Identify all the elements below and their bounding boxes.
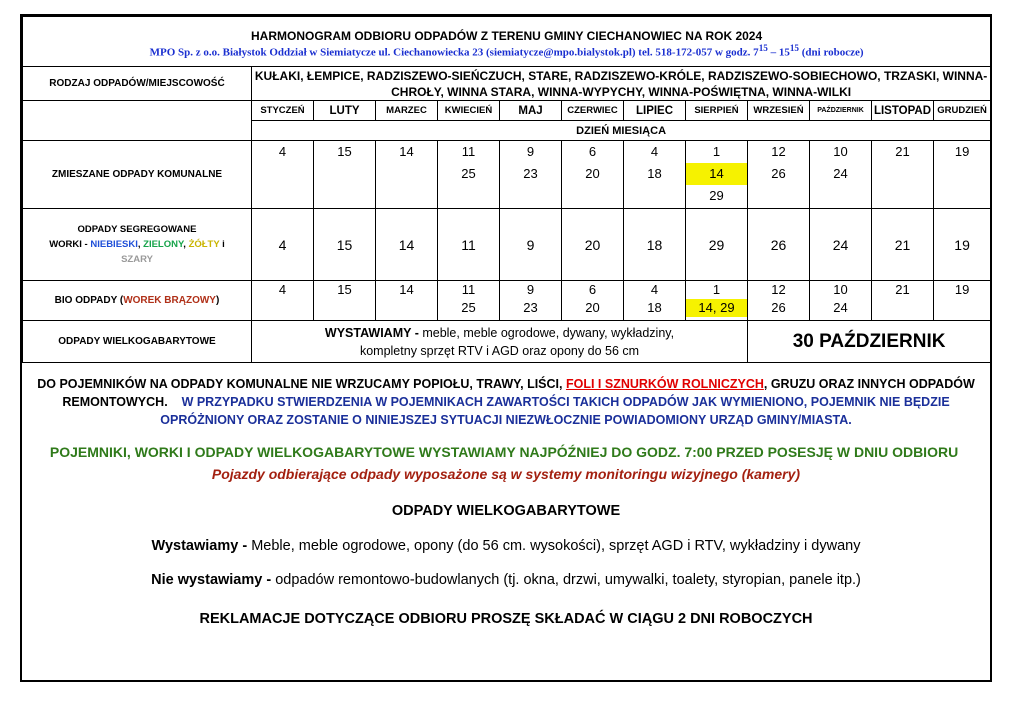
put-out-lead: Wystawiamy - bbox=[151, 538, 252, 554]
pickup-day: 26 bbox=[771, 300, 786, 315]
month-header: MAJ bbox=[500, 101, 562, 121]
pickup-day: 24 bbox=[833, 300, 848, 315]
pickup-day: 18 bbox=[624, 209, 686, 281]
bio-waste-label bbox=[23, 281, 252, 321]
bio-label-brown: WOREK BRĄZOWY bbox=[123, 295, 216, 306]
pickup-day: 20 bbox=[585, 300, 600, 315]
pickup-day-cell bbox=[810, 281, 872, 321]
contact-sup-2: 15 bbox=[789, 42, 799, 53]
pickup-day-cell bbox=[252, 281, 314, 321]
pickup-day: 19 bbox=[954, 282, 970, 297]
pickup-day: 6 bbox=[588, 144, 597, 159]
pickup-day: 15 bbox=[337, 144, 352, 159]
contact-end: (dni robocze) bbox=[799, 46, 864, 59]
bag-green: ZIELONY bbox=[143, 239, 184, 250]
pickup-day-cell bbox=[748, 281, 810, 321]
pickup-day: 4 bbox=[278, 144, 287, 159]
bulky-text-1: meble, meble ogrodowe, dywany, wykładziny, bbox=[422, 325, 675, 340]
month-header: PAŹDZIERNIK bbox=[810, 101, 872, 121]
pickup-day: 26 bbox=[748, 209, 810, 281]
put-out-text: Meble, meble ogrodowe, opony (do 56 cm. wysokości), sprzęt AGD i RTV, wykładziny i dywany bbox=[251, 538, 861, 554]
do-not-put-lead: Nie wystawiamy - bbox=[151, 572, 276, 588]
pickup-day: 14 bbox=[399, 144, 414, 159]
pickup-day: 10 bbox=[833, 282, 848, 297]
pickup-day: 24 bbox=[833, 166, 848, 181]
pickup-day: 12 bbox=[771, 144, 786, 159]
month-header: KWIECIEŃ bbox=[438, 101, 500, 121]
pickup-day: 11 bbox=[461, 282, 476, 297]
pickup-day: 10 bbox=[833, 144, 848, 159]
bulky-waste-description bbox=[252, 321, 748, 363]
month-header: LIPIEC bbox=[624, 101, 686, 121]
rules-paragraph bbox=[22, 375, 990, 429]
pickup-day: 12 bbox=[771, 282, 786, 297]
pickup-day: 14 bbox=[686, 163, 747, 185]
pickup-day-cell bbox=[934, 141, 991, 209]
pickup-day: 29 bbox=[709, 188, 724, 203]
sep-1: , bbox=[137, 239, 144, 250]
bulky-title: ODPADY WIELKOGABARYTOWE bbox=[391, 503, 621, 519]
pickup-day-cell bbox=[624, 141, 686, 209]
rules-text-blue: W PRZYPADKU STWIERDZENIA W POJEMNIKACH ZAWARTOŚCI TAKICH ODPADÓW JAK WYMIENIONO, POJEMNIK NIE BĘDZIE OPRÓŻNIONY ORAZ ZOSTANIE O NINIEJSZEJ SYTUACJI NIEZWŁOCZNIE POWIADOMIONY URZĄD GMINY/MIASTA. bbox=[160, 395, 950, 427]
page-title: HARMONOGRAM ODBIORU ODPADÓW Z TERENU GMINY CIECHANOWIEC NA ROK 2024 bbox=[251, 28, 763, 43]
pickup-day-cell bbox=[314, 281, 376, 321]
pickup-day: 14 bbox=[376, 209, 438, 281]
pickup-day: 15 bbox=[337, 282, 352, 297]
month-header: WRZESIEŃ bbox=[748, 101, 810, 121]
pickup-day: 14, 29 bbox=[686, 299, 747, 317]
pickup-day-cell bbox=[376, 141, 438, 209]
segregated-waste-label bbox=[23, 209, 252, 281]
do-not-put-line bbox=[22, 572, 990, 588]
pickup-day-cell bbox=[934, 281, 991, 321]
pickup-day-cell bbox=[810, 141, 872, 209]
month-header: LISTOPAD bbox=[872, 101, 934, 121]
pickup-day-cell bbox=[562, 141, 624, 209]
complaints-line: REKLAMACJE DOTYCZĄCE ODBIORU PROSZĘ SKŁADAĆ W CIĄGU 2 DNI ROBOCZYCH bbox=[199, 611, 813, 627]
bio-waste-row bbox=[23, 281, 991, 321]
pickup-day: 20 bbox=[562, 209, 624, 281]
pickup-day-cell bbox=[314, 141, 376, 209]
bags-lead: WORKI - bbox=[49, 239, 91, 250]
pickup-day: 6 bbox=[588, 282, 597, 297]
bulky-text-2: kompletny sprzęt RTV i AGD oraz opony do 56 cm bbox=[359, 343, 640, 358]
pickup-day-cell bbox=[562, 281, 624, 321]
mixed-waste-label: ZMIESZANE ODPADY KOMUNALNE bbox=[23, 141, 252, 209]
pickup-day: 15 bbox=[314, 209, 376, 281]
day-of-month-label: DZIEŃ MIESIĄCA bbox=[252, 121, 991, 141]
schedule-sheet bbox=[20, 14, 992, 682]
schedule-table bbox=[22, 16, 991, 363]
month-header: LUTY bbox=[314, 101, 376, 121]
pickup-day-cell bbox=[500, 281, 562, 321]
pickup-day: 9 bbox=[526, 282, 535, 297]
bag-gray: SZARY bbox=[121, 254, 153, 265]
pickup-day: 11 bbox=[438, 209, 500, 281]
pickup-day-cell bbox=[624, 281, 686, 321]
pickup-day: 11 bbox=[461, 144, 476, 159]
pickup-day-cell bbox=[686, 141, 748, 209]
pickup-day-cell bbox=[748, 141, 810, 209]
pickup-day: 19 bbox=[934, 209, 991, 281]
pickup-day-cell bbox=[438, 281, 500, 321]
month-header: GRUDZIEŃ bbox=[934, 101, 991, 121]
pickup-day: 21 bbox=[895, 282, 910, 297]
rules-text-b: , GRUZU ORAZ INNYCH ODPADÓW REMONTOWYCH. bbox=[62, 377, 975, 409]
pickup-day: 25 bbox=[461, 300, 476, 315]
pickup-day: 4 bbox=[650, 282, 659, 297]
segregated-waste-row bbox=[23, 209, 991, 281]
sep-3: i bbox=[219, 239, 225, 250]
pickup-day: 26 bbox=[771, 166, 786, 181]
pickup-day: 19 bbox=[954, 144, 970, 159]
category-header: RODZAJ ODPADÓW/MIEJSCOWOŚĆ bbox=[23, 67, 252, 101]
mixed-waste-row bbox=[23, 141, 991, 209]
segregated-label-2 bbox=[23, 237, 251, 252]
pickup-day: 29 bbox=[686, 209, 748, 281]
pickup-day-cell bbox=[872, 141, 934, 209]
contact-dash: – 15 bbox=[767, 46, 790, 59]
deadline-text: POJEMNIKI, WORKI I ODPADY WIELKOGABARYTOWE WYSTAWIAMY NAJPÓŹNIEJ DO GODZ. 7:00 PRZED POSESJĘ W DNIU ODBIORU bbox=[49, 444, 959, 460]
bulky-lead: WYSTAWIAMY - bbox=[324, 325, 423, 340]
bulky-waste-label: ODPADY WIELKOGABARYTOWE bbox=[23, 321, 252, 363]
pickup-day: 18 bbox=[647, 166, 662, 181]
segregated-label-1: ODPADY SEGREGOWANE bbox=[77, 224, 197, 235]
pickup-day: 25 bbox=[461, 166, 476, 181]
pickup-day: 1 bbox=[712, 282, 721, 297]
pickup-day: 9 bbox=[526, 144, 535, 159]
pickup-day: 1 bbox=[712, 144, 721, 159]
month-header: CZERWIEC bbox=[562, 101, 624, 121]
do-not-put-text: odpadów remontowo-budowlanych (tj. okna, drzwi, umywalki, toalety, styropian, panele itp.) bbox=[275, 572, 861, 588]
rules-text-red: FOLI I SZNURKÓW ROLNICZYCH bbox=[565, 377, 764, 391]
sep-2: , bbox=[183, 239, 189, 250]
pickup-day-cell bbox=[252, 141, 314, 209]
pickup-day: 18 bbox=[647, 300, 662, 315]
put-out-line bbox=[22, 538, 990, 554]
pickup-day: 4 bbox=[278, 282, 287, 297]
monitoring-text: Pojazdy odbierające odpady wyposażone są w systemy monitoringu wizyjnego (kamery) bbox=[211, 466, 801, 482]
pickup-day-cell bbox=[872, 281, 934, 321]
pickup-day: 4 bbox=[252, 209, 314, 281]
localities: KUŁAKI, ŁEMPICE, RADZISZEWO-SIEŃCZUCH, STARE, RADZISZEWO-KRÓLE, RADZISZEWO-SOBIECHOWO, TRZASKI, WINNA-CHROŁY, WINNA STARA, WINNA-WYPYCHY, WINNA-POŚWIĘTNA, WINNA-WILKI bbox=[252, 67, 991, 101]
contact-main: MPO Sp. z o.o. Białystok Oddział w Siemiatycze ul. Ciechanowiecka 23 (siemiatycze@mpo.bialystok.pl) tel. 518-172-057 w godz. 7 bbox=[149, 46, 759, 59]
pickup-day: 21 bbox=[895, 144, 910, 159]
bulky-waste-date: 30 PAŹDZIERNIK bbox=[748, 321, 991, 363]
pickup-day: 9 bbox=[500, 209, 562, 281]
empty-corner bbox=[23, 101, 252, 141]
pickup-day: 14 bbox=[399, 282, 414, 297]
pickup-day: 20 bbox=[585, 166, 600, 181]
contact-sup-1: 15 bbox=[758, 42, 768, 53]
pickup-day-cell bbox=[500, 141, 562, 209]
pickup-day: 23 bbox=[523, 166, 538, 181]
bio-label-a: BIO ODPADY ( bbox=[54, 295, 124, 306]
pickup-day-cell bbox=[686, 281, 748, 321]
pickup-day: 21 bbox=[872, 209, 934, 281]
deadline-paragraph bbox=[22, 441, 990, 485]
bio-label-b: ) bbox=[215, 295, 220, 306]
pickup-day: 4 bbox=[650, 144, 659, 159]
bag-yellow: ŻÓŁTY bbox=[188, 239, 220, 250]
notes-section bbox=[22, 372, 990, 627]
month-header: MARZEC bbox=[376, 101, 438, 121]
pickup-day: 23 bbox=[523, 300, 538, 315]
rules-text-a: DO POJEMNIKÓW NA ODPADY KOMUNALNE NIE WRZUCAMY POPIOŁU, TRAWY, LIŚCI, bbox=[37, 377, 566, 391]
month-header: STYCZEŃ bbox=[252, 101, 314, 121]
bag-blue: NIEBIESKI bbox=[90, 239, 138, 250]
pickup-day-cell bbox=[438, 141, 500, 209]
header-cell bbox=[23, 17, 991, 67]
pickup-day: 24 bbox=[810, 209, 872, 281]
pickup-day-cell bbox=[376, 281, 438, 321]
contact-info bbox=[23, 43, 990, 61]
month-header: SIERPIEŃ bbox=[686, 101, 748, 121]
month-row bbox=[23, 101, 991, 121]
